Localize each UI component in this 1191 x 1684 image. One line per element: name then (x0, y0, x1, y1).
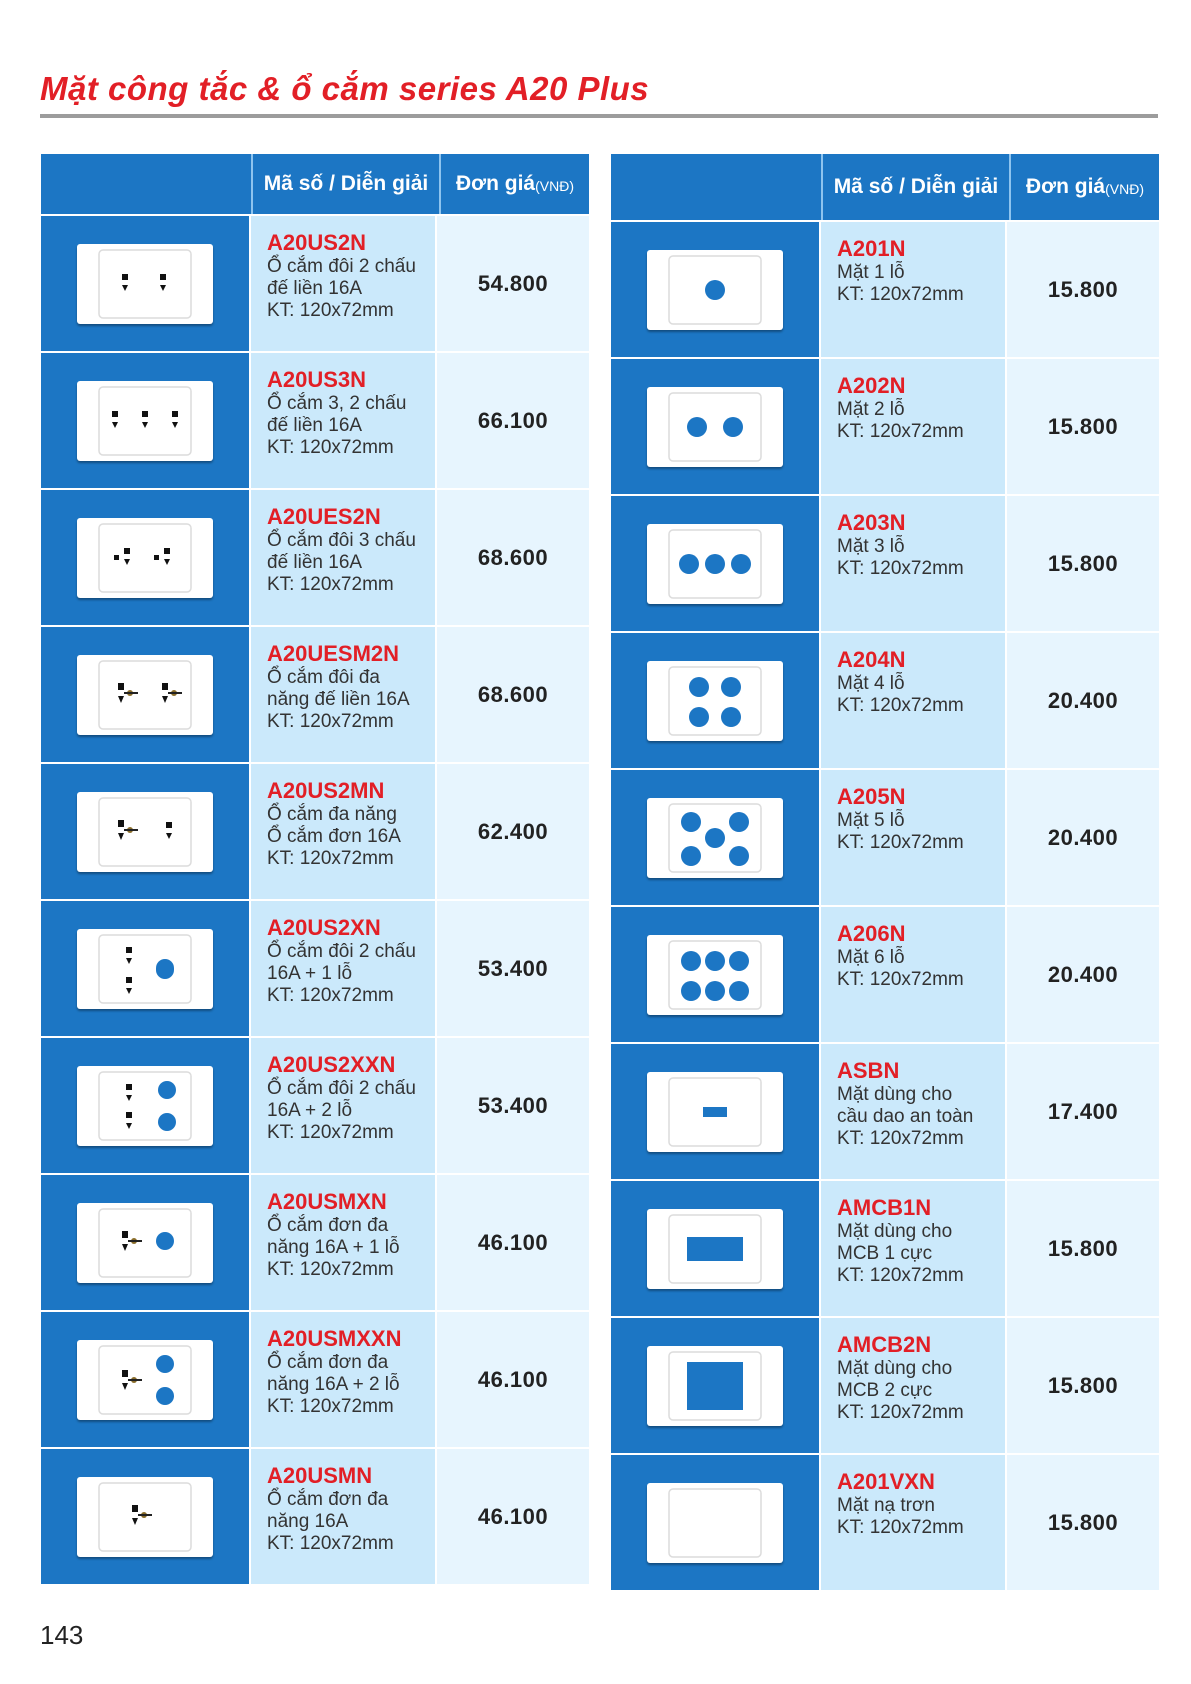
product-description-cell (821, 496, 1007, 631)
product-code: A204N (837, 647, 906, 672)
product-description-cell (821, 1044, 1007, 1179)
product-code: A201VXN (837, 1469, 935, 1494)
product-description-line: Ổ cắm đơn đa (267, 1215, 389, 1236)
product-code: A201N (837, 236, 906, 261)
product-description-cell (251, 490, 437, 625)
product-description-line: KT: 120x72mm (837, 558, 964, 579)
product-image-cell (611, 770, 821, 905)
product-image-cell (41, 353, 251, 488)
table-header (41, 154, 589, 214)
product-price: 15.800 (1007, 222, 1159, 357)
product-code: ASBN (837, 1058, 900, 1083)
product-description-line: KT: 120x72mm (267, 1533, 394, 1554)
product-description-line: Mặt dùng cho (837, 1084, 953, 1105)
product-description-line: Ổ cắm đôi 2 chấu (267, 941, 416, 962)
table-row (611, 905, 1159, 1042)
product-description-line: Mặt dùng cho (837, 1221, 953, 1242)
table-row (611, 1042, 1159, 1179)
product-price: 15.800 (1007, 496, 1159, 631)
product-description-line: KT: 120x72mm (837, 1128, 964, 1149)
product-description-line: năng 16A + 1 lỗ (267, 1237, 400, 1258)
product-image-cell (41, 1449, 251, 1584)
product-price: 17.400 (1007, 1044, 1159, 1179)
mcb-2pole-plate-icon (647, 1346, 783, 1426)
header-code-label: Mã số / Diễn giải (253, 154, 441, 214)
product-description-line: Mặt 2 lỗ (837, 399, 905, 420)
product-image-cell (41, 901, 251, 1036)
product-image-cell (611, 1318, 821, 1453)
product-description-cell (251, 627, 437, 762)
product-code: A20USMXXN (267, 1326, 402, 1351)
product-description-cell (251, 901, 437, 1036)
plate-3-hole-icon (647, 524, 783, 604)
plate-2-hole-icon (647, 387, 783, 467)
product-code: A202N (837, 373, 906, 398)
product-image-cell (611, 222, 821, 357)
product-price: 62.400 (437, 764, 589, 899)
product-code: A20US2N (267, 230, 367, 255)
table-row (41, 214, 589, 351)
table-row (611, 768, 1159, 905)
product-description-line: Ổ cắm đơn đa (267, 1352, 389, 1373)
product-description-line: KT: 120x72mm (837, 1265, 964, 1286)
product-description-line: Mặt 1 lỗ (837, 262, 905, 283)
product-image-cell (41, 1312, 251, 1447)
product-price: 15.800 (1007, 1181, 1159, 1316)
product-description-cell (251, 1312, 437, 1447)
product-image-cell (41, 1038, 251, 1173)
product-price: 68.600 (437, 627, 589, 762)
universal-socket-icon (77, 1477, 213, 1557)
product-description-cell (821, 359, 1007, 494)
product-description-cell (251, 764, 437, 899)
product-price: 20.400 (1007, 633, 1159, 768)
table-row (611, 220, 1159, 357)
double-3pin-socket-icon (77, 518, 213, 598)
product-description-line: Mặt 4 lỗ (837, 673, 905, 694)
product-code: AMCB1N (837, 1195, 932, 1220)
product-description-cell (821, 633, 1007, 768)
product-description-line: 16A + 2 lỗ (267, 1100, 353, 1121)
product-image-cell (611, 907, 821, 1042)
product-image-cell (611, 1455, 821, 1590)
product-price: 15.800 (1007, 1318, 1159, 1453)
product-description-line: đế liền 16A (267, 278, 363, 299)
product-description-line: Ổ cắm đôi đa (267, 667, 380, 688)
blank-plate-icon (647, 1483, 783, 1563)
product-code: A20US2XN (267, 915, 381, 940)
product-description-line: Ổ cắm đôi 2 chấu (267, 256, 416, 277)
product-description-line: năng 16A (267, 1511, 349, 1532)
header-price (441, 154, 589, 214)
product-price: 15.800 (1007, 1455, 1159, 1590)
plate-6-hole-icon (647, 935, 783, 1015)
product-description-cell (251, 1449, 437, 1584)
triple-2pin-socket-icon (77, 381, 213, 461)
product-price: 66.100 (437, 353, 589, 488)
product-code: A20US2XXN (267, 1052, 396, 1077)
product-description-line: Mặt dùng cho (837, 1358, 953, 1379)
universal-socket-1hole-icon (77, 1203, 213, 1283)
mcb-1pole-plate-icon (647, 1209, 783, 1289)
table-row (41, 1310, 589, 1447)
product-description-line: 16A + 1 lỗ (267, 963, 353, 984)
header-image-cell (611, 154, 823, 220)
product-description-cell (821, 907, 1007, 1042)
double-socket-1hole-icon (77, 929, 213, 1009)
header-image-cell (41, 154, 253, 214)
product-description-line: KT: 120x72mm (837, 1402, 964, 1423)
product-image-cell (611, 359, 821, 494)
product-description-line: Ổ cắm đơn 16A (267, 826, 401, 847)
product-description-cell (821, 222, 1007, 357)
product-description-cell (251, 216, 437, 351)
product-price: 68.600 (437, 490, 589, 625)
product-description-line: KT: 120x72mm (267, 1122, 394, 1143)
plate-5-hole-icon (647, 798, 783, 878)
table-row (41, 1036, 589, 1173)
product-description-line: KT: 120x72mm (267, 1396, 394, 1417)
product-description-line: Ổ cắm đôi 3 chấu (267, 530, 416, 551)
product-description-line: KT: 120x72mm (267, 711, 394, 732)
table-row (41, 488, 589, 625)
product-description-cell (821, 770, 1007, 905)
product-description-cell (821, 1318, 1007, 1453)
product-description-line: KT: 120x72mm (267, 1259, 394, 1280)
product-description-line: Ổ cắm đa năng (267, 804, 397, 825)
product-price: 20.400 (1007, 907, 1159, 1042)
header-price (1011, 154, 1159, 220)
product-code: A20USMN (267, 1463, 373, 1488)
product-description-cell (821, 1181, 1007, 1316)
product-price: 20.400 (1007, 770, 1159, 905)
plate-4-hole-icon (647, 661, 783, 741)
table-row (41, 1447, 589, 1584)
table-row (611, 631, 1159, 768)
product-description-line: KT: 120x72mm (837, 969, 964, 990)
header-price-unit: (VNĐ) (1105, 181, 1144, 197)
universal-socket-2hole-icon (77, 1340, 213, 1420)
product-description-line: KT: 120x72mm (837, 1517, 964, 1538)
product-description-line: đế liền 16A (267, 552, 363, 573)
product-description-line: KT: 120x72mm (267, 848, 394, 869)
product-description-line: năng 16A + 2 lỗ (267, 1374, 400, 1395)
double-socket-2hole-icon (77, 1066, 213, 1146)
product-description-line: cầu dao an toàn (837, 1106, 974, 1127)
plate-1-hole-icon (647, 250, 783, 330)
product-description-line: KT: 120x72mm (837, 284, 964, 305)
product-price: 46.100 (437, 1175, 589, 1310)
product-price: 53.400 (437, 901, 589, 1036)
product-description-line: MCB 1 cực (837, 1243, 933, 1264)
table-row (611, 494, 1159, 631)
product-description-line: Ổ cắm 3, 2 chấu (267, 393, 407, 414)
double-2pin-socket-icon (77, 244, 213, 324)
product-code: A20UES2N (267, 504, 381, 529)
product-image-cell (41, 216, 251, 351)
product-price: 15.800 (1007, 359, 1159, 494)
product-description-line: KT: 120x72mm (267, 300, 394, 321)
header-price-label: Đơn giá (1026, 175, 1106, 198)
product-image-cell (41, 627, 251, 762)
table-row (611, 1453, 1159, 1590)
product-code: A206N (837, 921, 906, 946)
product-description-line: MCB 2 cực (837, 1380, 933, 1401)
product-description-line: Mặt 5 lỗ (837, 810, 905, 831)
table-row (41, 351, 589, 488)
product-description-line: Mặt 3 lỗ (837, 536, 905, 557)
product-description-cell (251, 353, 437, 488)
product-description-line: đế liền 16A (267, 415, 363, 436)
product-description-line: KT: 120x72mm (837, 695, 964, 716)
product-image-cell (41, 490, 251, 625)
product-price: 53.400 (437, 1038, 589, 1173)
product-description-line: năng đế liền 16A (267, 689, 410, 710)
product-image-cell (41, 764, 251, 899)
table-header (611, 154, 1159, 220)
table-row (41, 1173, 589, 1310)
product-price: 46.100 (437, 1312, 589, 1447)
table-row (611, 357, 1159, 494)
table-row (41, 899, 589, 1036)
title-divider (40, 114, 1158, 118)
product-description-cell (821, 1455, 1007, 1590)
product-code: A20US3N (267, 367, 367, 392)
product-description-line: KT: 120x72mm (837, 421, 964, 442)
product-image-cell (611, 1181, 821, 1316)
universal-single-socket-icon (77, 792, 213, 872)
product-description-line: KT: 120x72mm (267, 574, 394, 595)
product-description-line: Ổ cắm đôi 2 chấu (267, 1078, 416, 1099)
right-price-table (611, 154, 1159, 1590)
product-price: 54.800 (437, 216, 589, 351)
table-row (611, 1316, 1159, 1453)
table-row (41, 625, 589, 762)
double-universal-socket-icon (77, 655, 213, 735)
product-code: AMCB2N (837, 1332, 932, 1357)
product-description-cell (251, 1175, 437, 1310)
header-price-label: Đơn giá (456, 172, 536, 195)
table-row (611, 1179, 1159, 1316)
product-code: A20USMXN (267, 1189, 387, 1214)
header-code-label: Mã số / Diễn giải (823, 154, 1011, 220)
product-code: A20UESM2N (267, 641, 400, 666)
table-row (41, 762, 589, 899)
header-price-unit: (VNĐ) (535, 178, 574, 194)
left-price-table (41, 154, 589, 1584)
product-image-cell (611, 1044, 821, 1179)
product-image-cell (611, 496, 821, 631)
product-code: A20US2MN (267, 778, 385, 803)
product-image-cell (611, 633, 821, 768)
product-description-line: KT: 120x72mm (267, 437, 394, 458)
product-description-cell (251, 1038, 437, 1173)
product-code: A203N (837, 510, 906, 535)
product-code: A205N (837, 784, 906, 809)
page-number: 143 (40, 1620, 84, 1650)
product-description-line: Mặt nạ trơn (837, 1495, 935, 1516)
product-description-line: Ổ cắm đơn đa (267, 1489, 389, 1510)
product-description-line: Mặt 6 lỗ (837, 947, 905, 968)
product-price: 46.100 (437, 1449, 589, 1584)
safety-breaker-plate-icon (647, 1072, 783, 1152)
page-title: Mặt công tắc & ổ cắm series A20 Plus (40, 70, 650, 107)
product-image-cell (41, 1175, 251, 1310)
product-description-line: KT: 120x72mm (267, 985, 394, 1006)
product-description-line: KT: 120x72mm (837, 832, 964, 853)
